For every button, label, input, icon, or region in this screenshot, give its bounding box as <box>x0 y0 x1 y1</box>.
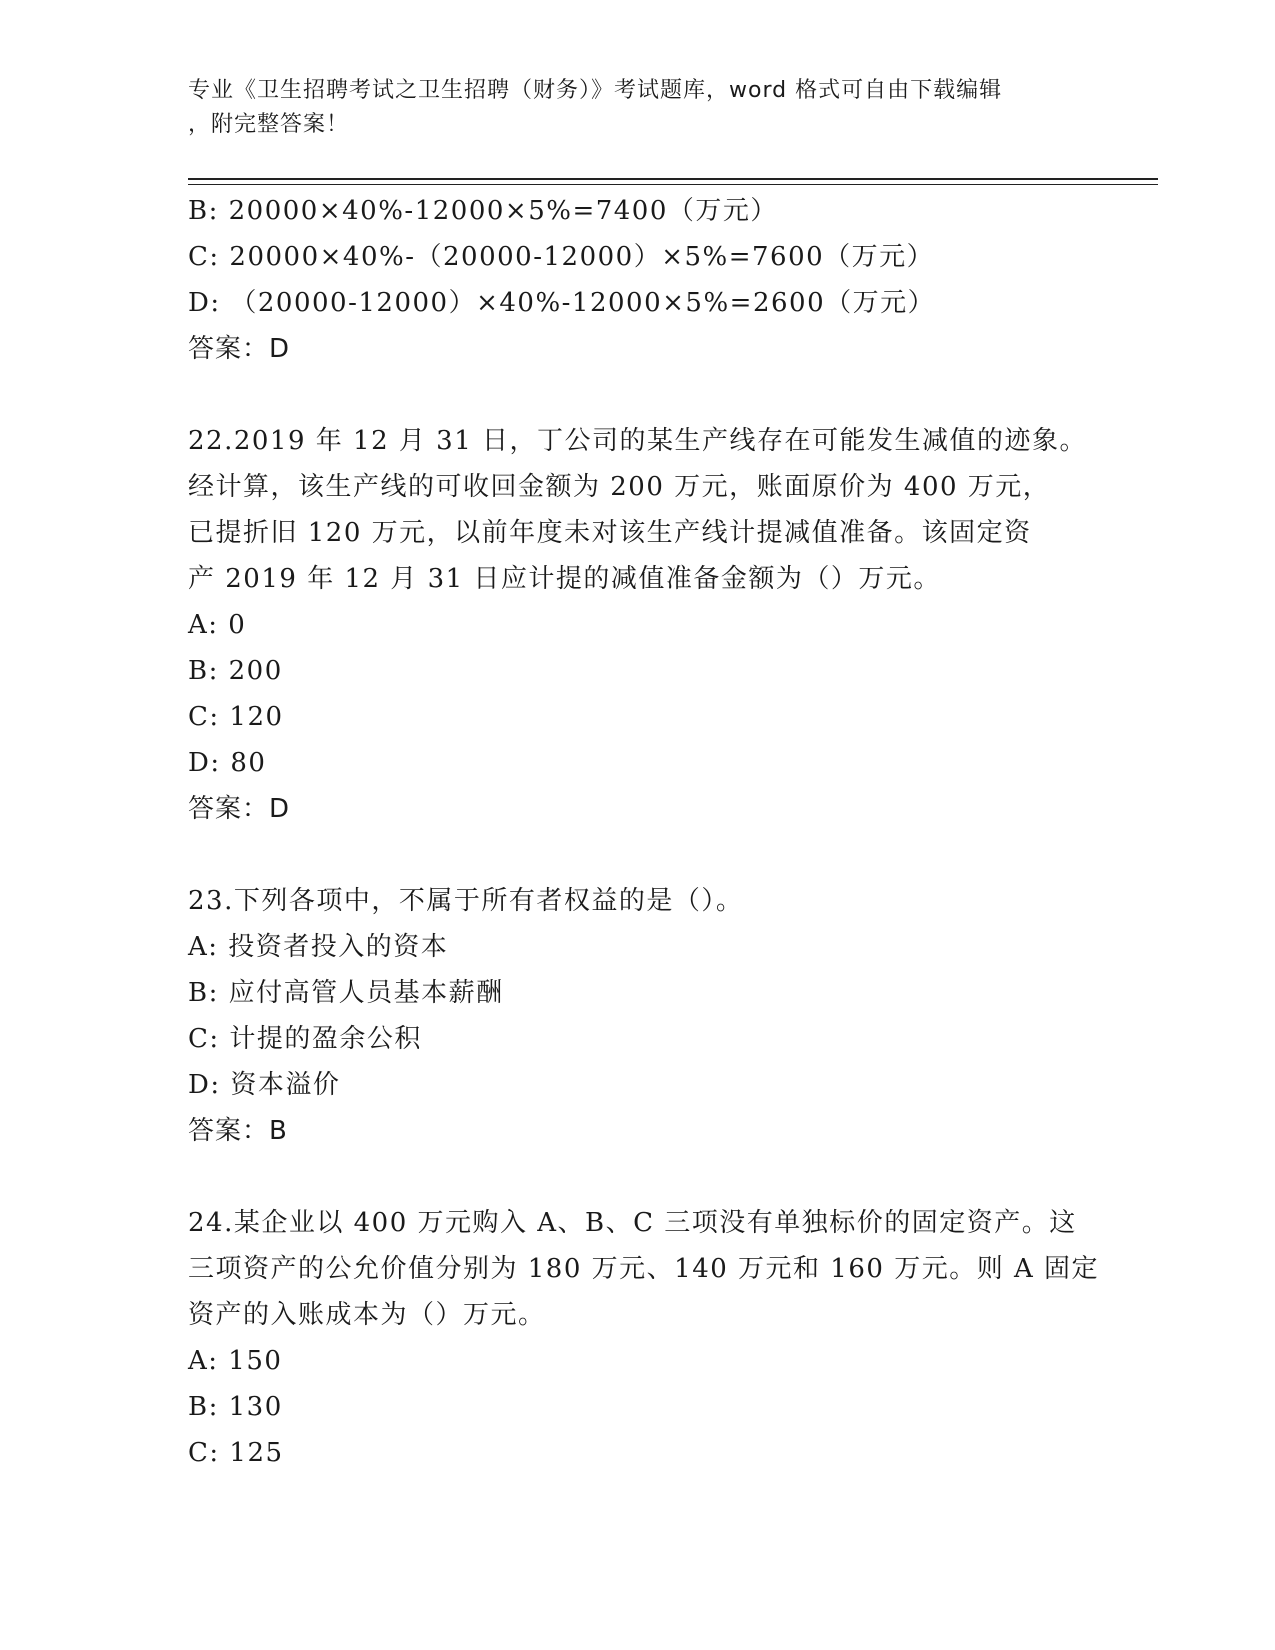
spacer <box>188 372 1088 418</box>
option-b: B: 130 <box>188 1392 283 1422</box>
option-c: C: 125 <box>188 1438 284 1468</box>
question-22 <box>188 418 1088 832</box>
question-stem-line: 24.某企业以 400 万元购入 A、B、C 三项没有单独标价的固定资产。这 <box>188 1208 1077 1238</box>
answer-line: 答案：D <box>188 794 291 824</box>
option-b: B: 20000×40%-12000×5%=7400（万元） <box>188 196 778 226</box>
question-body <box>188 188 1100 1476</box>
spacer <box>188 1154 1088 1200</box>
option-b: B: 200 <box>188 656 283 686</box>
question-stem-line: 资产的入账成本为（）万元。 <box>188 1300 546 1330</box>
question-24 <box>188 1200 1100 1476</box>
option-c: C: 计提的盈余公积 <box>188 1024 422 1054</box>
spacer <box>188 832 1088 878</box>
answer-line: 答案：B <box>188 1116 288 1146</box>
question-21 <box>188 188 1088 372</box>
header-line-1: 专业《卫生招聘考试之卫生招聘（财务）》考试题库，word 格式可自由下载编辑 <box>188 78 1003 103</box>
option-d: D: 80 <box>188 748 267 778</box>
header-divider-thick <box>188 178 1158 180</box>
question-23 <box>188 878 1088 1154</box>
header-divider-thin <box>188 184 1158 185</box>
question-stem-line: 产 2019 年 12 月 31 日应计提的减值准备金额为（）万元。 <box>188 564 941 594</box>
option-c: C: 20000×40%-（20000-12000）×5%=7600（万元） <box>188 242 935 272</box>
question-stem-line: 已提折旧 120 万元，以前年度未对该生产线计提减值准备。该固定资 <box>188 518 1032 548</box>
option-a: A: 150 <box>188 1346 283 1376</box>
document-header <box>188 74 1078 142</box>
question-stem-line: 三项资产的公允价值分别为 180 万元、140 万元和 160 万元。则 A 固定 <box>188 1254 1100 1284</box>
answer-line: 答案：D <box>188 334 291 364</box>
option-a: A: 0 <box>188 610 247 640</box>
question-stem-line: 23.下列各项中，不属于所有者权益的是（）。 <box>188 886 744 916</box>
option-d: D: 资本溢价 <box>188 1070 341 1100</box>
option-b: B: 应付高管人员基本薪酬 <box>188 978 504 1008</box>
question-stem-line: 经计算，该生产线的可收回金额为 200 万元，账面原价为 400 万元， <box>188 472 1051 502</box>
option-d: D: （20000-12000）×40%-12000×5%=2600（万元） <box>188 288 936 318</box>
header-line-2: ，附完整答案！ <box>188 112 350 137</box>
question-stem-line: 22.2019 年 12 月 31 日，丁公司的某生产线存在可能发生减值的迹象。 <box>188 426 1088 456</box>
option-c: C: 120 <box>188 702 284 732</box>
option-a: A: 投资者投入的资本 <box>188 932 449 962</box>
